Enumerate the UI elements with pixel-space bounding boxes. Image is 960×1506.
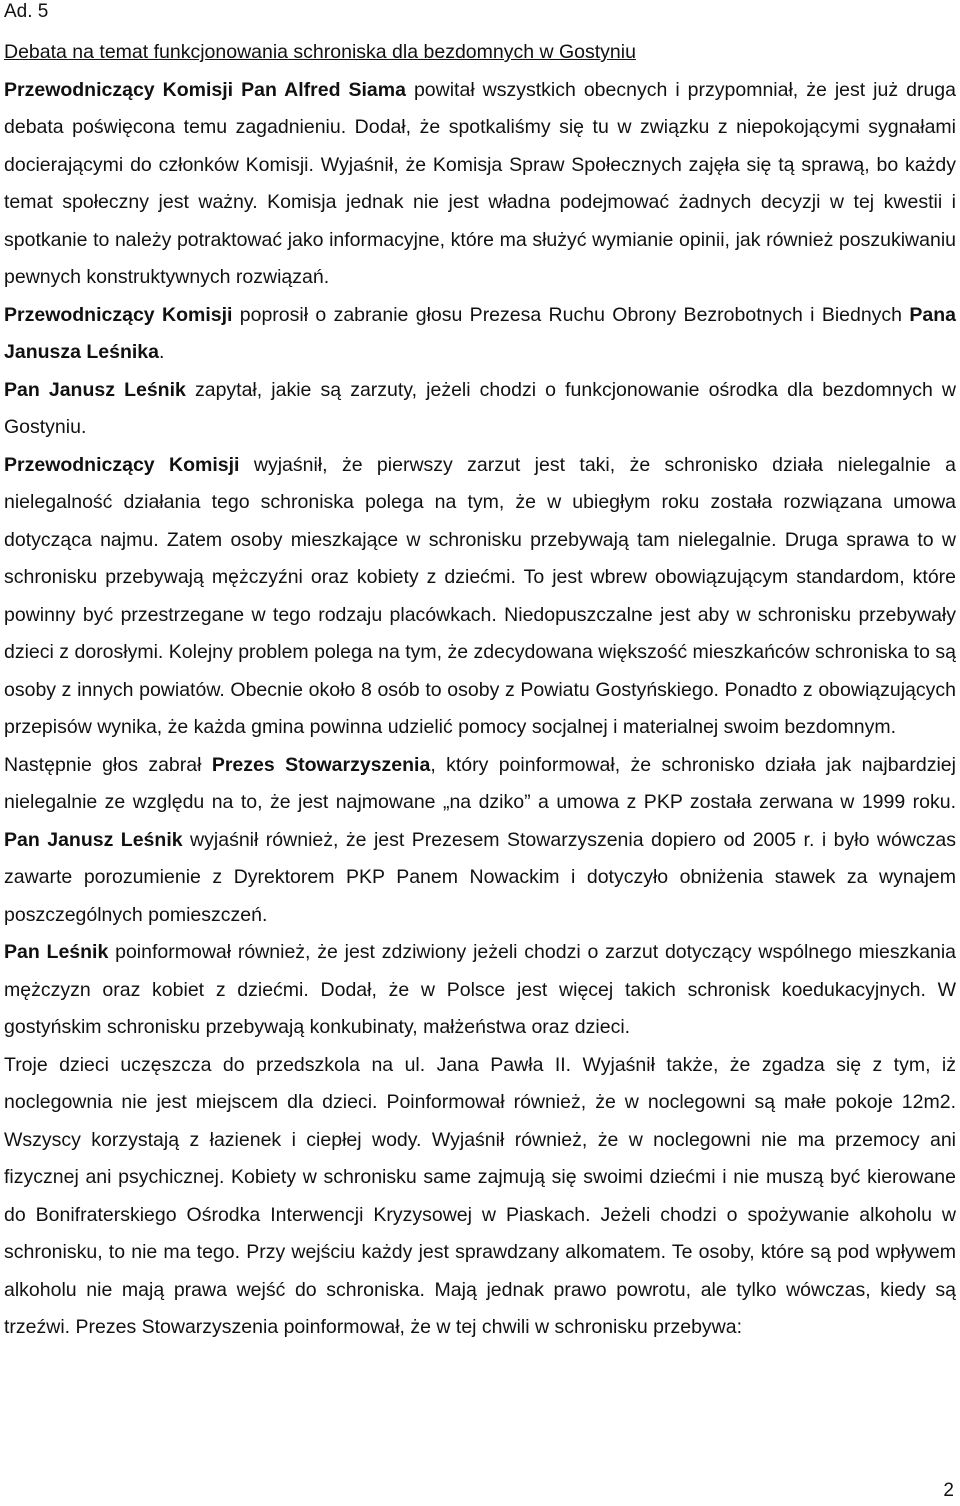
text-run: , który poinformował, że schronisko działa jak najbardziej nielegalnie ze względu na to, że jest najmowane „na dziko” a umowa z PKP została zerwana w 1999 roku. (4, 753, 956, 813)
text-run: Następnie głos zabrał (4, 753, 212, 776)
document-body (4, 0, 956, 1347)
paragraph (4, 1047, 956, 1347)
text-run: wyjaśnił również, że jest Prezesem Stowarzyszenia dopiero od 2005 r. i było wówczas zawarte porozumienie z Dyrektorem PKP Panem Nowackim i dotyczyło obniżenia stawek za wynajem poszczególnych pomieszczeń. (4, 828, 956, 926)
bold-text: Prezes Stowarzyszenia (211, 753, 431, 776)
paragraph (4, 747, 956, 935)
bold-text: Przewodniczący Komisji Pan Alfred Siama (4, 78, 406, 101)
section-title: Debata na temat funkcjonowania schroniska dla bezdomnych w Gostyniu (4, 41, 636, 63)
text-run: . (159, 341, 165, 363)
bold-text: Przewodniczący Komisji (4, 303, 233, 326)
page-number: 2 (943, 1480, 954, 1501)
bold-text: Pan Janusz Leśnik (4, 828, 183, 851)
bold-text: Pan Leśnik (4, 941, 109, 963)
paragraph (4, 372, 956, 447)
section-heading: Ad. 5 (4, 1, 49, 22)
paragraphs (4, 72, 956, 1347)
text-run: poprosił o zabranie głosu Prezesa Ruchu Obrony Bezrobotnych i Biednych (232, 303, 910, 326)
bold-text: Pana Janusza Leśnika (4, 303, 956, 363)
paragraph (4, 447, 956, 747)
text-run: poinformował również, że jest zdziwiony jeżeli chodzi o zarzut dotyczący wspólnego mieszkania mężczyzn oraz kobiet z dziećmi. Dodał, że w Polsce jest więcej takich schronisk koedukacyjnych. W gostyńskim schronisku przebywają konkubinaty, małżeństwa oraz dzieci. (4, 941, 956, 1038)
text-run: powitał wszystkich obecnych i przypomniał, że jest już druga debata poświęcona temu zagadnieniu. Dodał, że spotkaliśmy się tu w związku z niepokojącymi sygnałami docierającymi do członków Komisji. Wyjaśnił, że Komisja Spraw Społecznych zajęła się tą sprawą, bo każdy temat społeczny jest ważny. Komisja jednak nie jest władna podejmować żadnych decyzji w tej kwestii i spotkanie to należy potraktować jako informacyjne, które ma służyć wymianie opinii, jak również poszukiwaniu pewnych konstruktywnych rozwiązań. (4, 78, 956, 288)
paragraph (4, 72, 956, 297)
bold-text: Przewodniczący Komisji (4, 453, 240, 476)
bold-text: Pan Janusz Leśnik (4, 378, 186, 401)
text-run: Troje dzieci uczęszcza do przedszkola na ul. Jana Pawła II. Wyjaśnił także, że zgadza się z tym, iż noclegownia nie jest miejscem dla dzieci. Poinformował również, że w noclegowni są małe pokoje 12m2. Wszyscy korzystają z łazienek i ciepłej wody. Wyjaśnił również, że w noclegowni nie ma przemocy ani fizycznej ani psychicznej. Kobiety w schronisku same zajmują się swoimi dziećmi i nie muszą być kierowane do Bonifraterskiego Ośrodka Interwencji Kryzysowej w Piaskach. Jeżeli chodzi o spożywanie alkoholu w schronisku, to nie ma tego. Przy wejściu każdy jest sprawdzany alkomatem. Te osoby, które są pod wpływem alkoholu nie mają prawa wejść do schroniska. Mają jednak prawo powrotu, ale tylko wówczas, kiedy są trzeźwi. Prezes Stowarzyszenia poinformował, że w tej chwili w schronisku przebywa: (4, 1053, 956, 1338)
paragraph (4, 297, 956, 372)
text-run: zapytał, jakie są zarzuty, jeżeli chodzi o funkcjonowanie ośrodka dla bezdomnych w Gostyniu. (4, 378, 957, 438)
text-run: wyjaśnił, że pierwszy zarzut jest taki, że schronisko działa nielegalnie a nielegalność działania tego schroniska polega na tym, że w ubiegłym roku została rozwiązana umowa dotycząca najmu. Zatem osoby mieszkające w schronisku przebywają tam nielegalnie. Druga sprawa to w schronisku przebywają mężczyźni oraz kobiety z dziećmi. To jest wbrew obowiązującym standardom, które powinny być przestrzegane w tego rodzaju placówkach. Niedopuszczalne jest aby w schronisku przebywały dzieci z dorosłymi. Kolejny problem polega na tym, że zdecydowana większość mieszkańców schroniska to są osoby z innych powiatów. Obecnie około 8 osób to osoby z Powiatu Gostyńskiego. Ponadto z obowiązujących przepisów wynika, że każda gmina powinna udzielić pomocy socjalnej i materialnej swoim bezdomnym. (4, 453, 956, 738)
paragraph (4, 934, 956, 1047)
